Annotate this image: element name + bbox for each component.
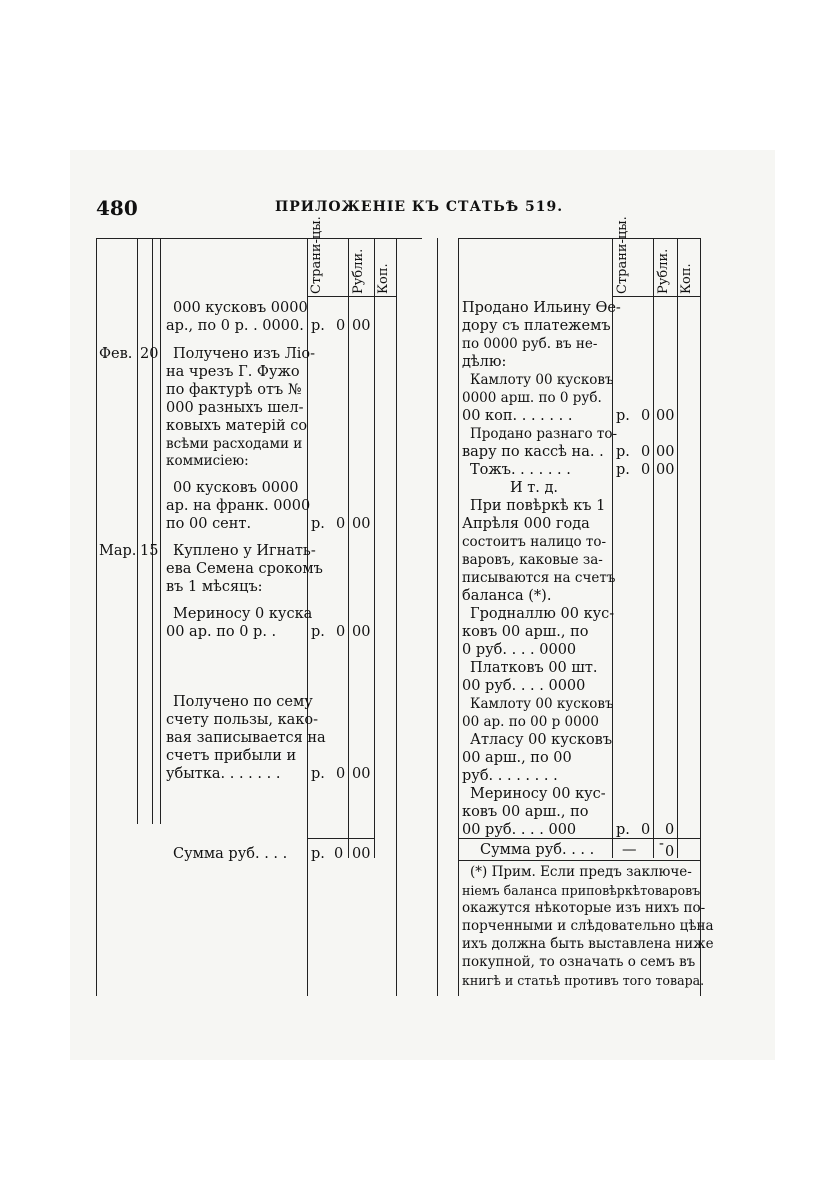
left-total-rule xyxy=(307,838,375,839)
note-line: порченными и слѣдовательно цѣна xyxy=(462,918,714,934)
amount-page: р. xyxy=(616,462,630,478)
entry-line: Мериносу 00 кус- xyxy=(470,786,606,802)
amount-rub: 0 xyxy=(641,408,651,424)
right-outer-rule xyxy=(437,238,438,996)
amount-page: р. xyxy=(311,766,325,782)
entry-line: Камлоту 00 кусковъ xyxy=(470,372,614,388)
total-page: р. xyxy=(311,846,325,862)
entry-line: 00 коп. . . . . . . xyxy=(462,408,573,424)
total-kop: 00 xyxy=(352,846,371,862)
right-text-rule xyxy=(458,238,459,996)
entry-line: Апрѣля 000 года xyxy=(462,516,590,532)
entry-line: 00 ар. по 0 р. . xyxy=(166,624,277,640)
date-month: Фев. xyxy=(99,346,133,362)
entry-line: 00 руб. . . . 0000 xyxy=(462,678,586,694)
amount-kop: 00 xyxy=(352,624,371,640)
header-rubles-right: Рубли. xyxy=(656,248,671,294)
running-title: ПРИЛОЖЕНІЕ КЪ СТАТЬѢ 519. xyxy=(275,199,564,215)
header-rubles-left: Рубли. xyxy=(351,248,366,294)
entry-line: Гродналлю 00 кус- xyxy=(470,606,615,622)
amount-rub: 0 xyxy=(641,822,651,838)
amount-page: р. xyxy=(616,408,630,424)
right-page-col-rule xyxy=(612,238,613,858)
entry-line: Продано Ильину Ѳе- xyxy=(462,300,621,316)
entry-line: баланса (*). xyxy=(462,588,552,604)
entry-line: При повѣркѣ къ 1 xyxy=(470,498,606,514)
entry-line: Получено по сему xyxy=(173,694,313,710)
total-page: — xyxy=(622,842,637,858)
note-line: книгѣ и статьѣ противъ того товара. xyxy=(462,973,705,988)
entry-line: дѣлю: xyxy=(462,354,507,370)
entry-line: Платковъ 00 шт. xyxy=(470,660,598,676)
entry-line: по 0000 руб. въ не- xyxy=(462,336,598,352)
entry-line: 000 кусковъ 0000 xyxy=(173,300,308,316)
entry-line: вару по кассѣ на. . xyxy=(462,444,604,460)
total-label: Сумма руб. . . . xyxy=(173,846,288,862)
note-line: окажутся нѣкоторые изъ нихъ по- xyxy=(462,900,706,916)
amount-kop: 00 xyxy=(352,318,371,334)
entry-line: 00 ар. по 00 р 0000 xyxy=(462,714,599,730)
header-pages-left: Страни-цы. xyxy=(309,216,324,294)
amount-kop: 00 xyxy=(656,444,675,460)
amount-rub: 0 xyxy=(336,516,346,532)
right-note-rule xyxy=(458,860,700,861)
entry-line: ковыхъ матерій со xyxy=(166,418,308,434)
date-day: 15 xyxy=(140,543,159,559)
amount-rub: 0 xyxy=(336,624,346,640)
entry-line: Получено изъ Ліо- xyxy=(173,346,316,362)
entry-line: ева Семена срокомъ xyxy=(166,561,323,577)
entry-line: 000 разныхъ шел- xyxy=(166,400,304,416)
amount-page: р. xyxy=(311,318,325,334)
entry-line: варовъ, каковые за- xyxy=(462,552,603,568)
left-right-rule xyxy=(396,238,397,996)
entry-line: счету пользы, како- xyxy=(166,712,319,728)
entry-line: Камлоту 00 кусковъ xyxy=(470,696,614,712)
entry-line: Атласу 00 кусковъ xyxy=(470,732,613,748)
left-day-rule xyxy=(152,238,153,824)
amount-kop: 00 xyxy=(656,462,675,478)
amount-rub: 0 xyxy=(336,766,346,782)
entry-line: счетъ прибыли и xyxy=(166,748,297,764)
total-rub: - xyxy=(659,836,664,852)
page-number: 480 xyxy=(96,196,138,220)
amount-rub: 0 xyxy=(336,318,346,334)
entry-line: 0 руб. . . . 0000 xyxy=(462,642,577,658)
note-line: покупной, то означать о семъ въ xyxy=(462,954,696,970)
header-pages-right: Страни-цы. xyxy=(615,216,630,294)
right-top-rule xyxy=(458,238,700,239)
note-line: ніемъ баланса приповѣркѣтоваровъ xyxy=(462,883,701,898)
entry-line: на чрезъ Г. Фужо xyxy=(166,364,300,380)
entry-line: дору съ платежемъ xyxy=(462,318,611,334)
entry-line: 00 руб. . . . 000 xyxy=(462,822,577,838)
entry-line: коммисіею: xyxy=(166,453,249,469)
amount-page: р. xyxy=(311,516,325,532)
entry-line: И т. д. xyxy=(510,480,559,496)
entry-line: по фактурѣ отъ № xyxy=(166,382,302,398)
left-rub-col-rule xyxy=(348,238,349,858)
total-label: Сумма руб. . . . xyxy=(480,842,595,858)
amount-kop: 00 xyxy=(352,516,371,532)
left-outer-rule xyxy=(96,238,97,996)
note-line: ихъ должна быть выставлена ниже xyxy=(462,936,714,952)
left-header-underline xyxy=(307,296,396,297)
left-kop-col-rule xyxy=(374,238,375,858)
left-date-rule xyxy=(137,238,138,824)
entry-line: руб. . . . . . . . xyxy=(462,768,558,784)
amount-kop: 00 xyxy=(352,766,371,782)
amount-page: р. xyxy=(616,444,630,460)
entry-line: Мериносу 0 куска xyxy=(173,606,313,622)
entry-line: Тожъ. . . . . . . xyxy=(470,462,571,478)
entry-line: Куплено у Игнать- xyxy=(173,543,316,559)
left-text-rule xyxy=(160,238,161,824)
entry-line: писываются на счетъ xyxy=(462,570,616,586)
entry-line: 0000 арш. по 0 руб. xyxy=(462,390,602,406)
entry-line: по 00 сент. xyxy=(166,516,252,532)
entry-line: убытка. . . . . . . xyxy=(166,766,281,782)
amount-kop: 0 xyxy=(665,822,675,838)
entry-line: всѣми расходами и xyxy=(166,436,303,452)
right-kop-col-rule xyxy=(677,238,678,858)
amount-kop: 00 xyxy=(656,408,675,424)
note-line: (*) Прим. Если предъ заключе- xyxy=(470,864,692,880)
total-kop: 0 xyxy=(665,844,675,860)
entry-line: состоитъ налицо то- xyxy=(462,534,607,550)
entry-line: ковъ 00 арш., по xyxy=(462,624,589,640)
header-kopecks-right: Коп. xyxy=(679,263,694,294)
header-kopecks-left: Коп. xyxy=(376,263,391,294)
entry-line: въ 1 мѣсяцъ: xyxy=(166,579,263,595)
amount-rub: 0 xyxy=(641,462,651,478)
total-rub: 0 xyxy=(334,846,344,862)
date-month: Мар. xyxy=(99,543,137,559)
entry-line: 00 кусковъ 0000 xyxy=(173,480,299,496)
amount-page: р. xyxy=(311,624,325,640)
amount-rub: 0 xyxy=(641,444,651,460)
right-header-underline xyxy=(612,296,700,297)
amount-page: р. xyxy=(616,822,630,838)
entry-line: ар., по 0 р. . 0000. xyxy=(166,318,304,334)
entry-line: 00 арш., по 00 xyxy=(462,750,572,766)
entry-line: ар. на франк. 0000 xyxy=(166,498,311,514)
date-day: 20 xyxy=(140,346,159,362)
right-rub-col-rule xyxy=(653,238,654,858)
entry-line: Продано разнаго то- xyxy=(470,426,618,442)
entry-line: вая записывается на xyxy=(166,730,326,746)
entry-line: ковъ 00 арш., по xyxy=(462,804,589,820)
